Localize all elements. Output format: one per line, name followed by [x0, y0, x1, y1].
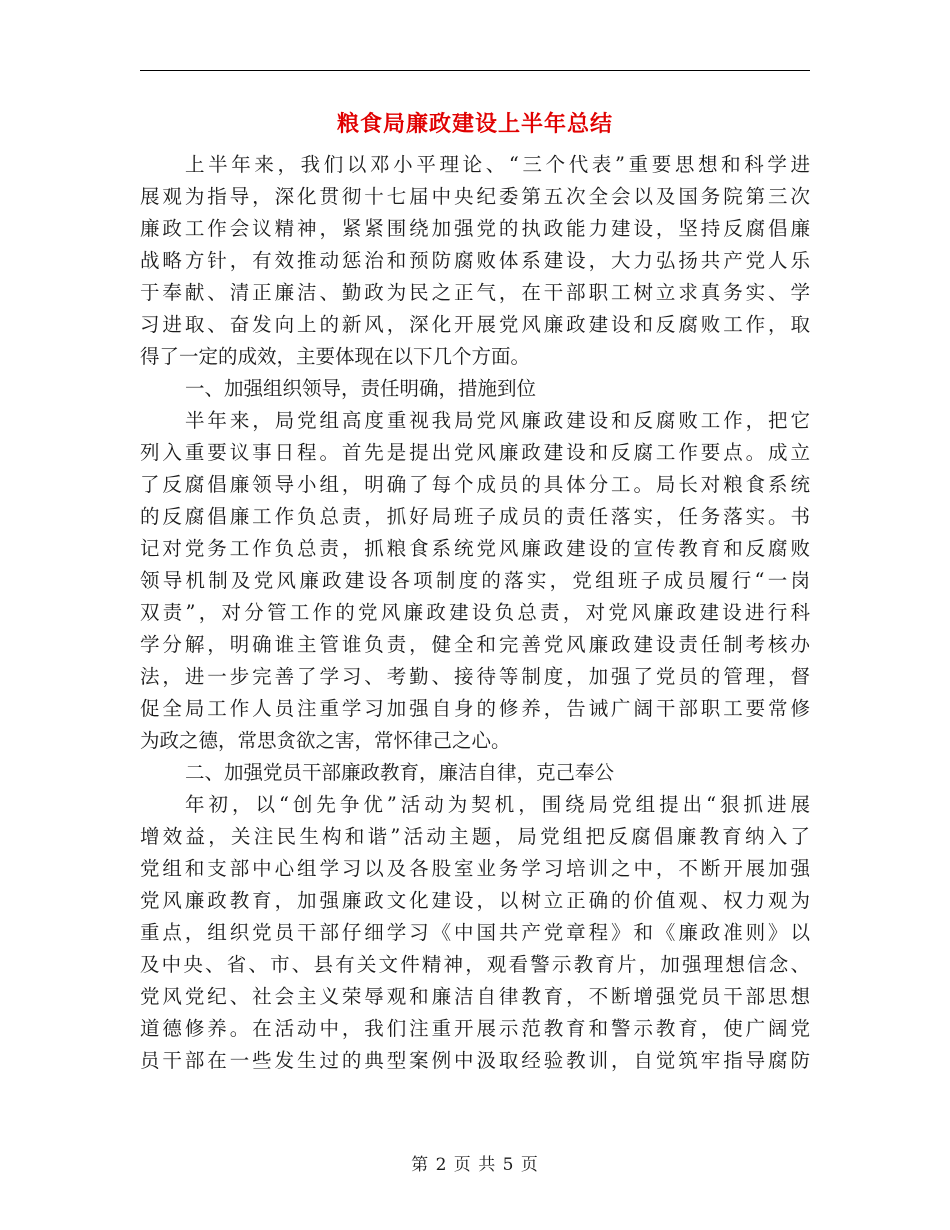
paragraph-line: 年初，以“创先争优”活动为契机，围绕局党组提出“狠抓进展 — [185, 793, 810, 816]
paragraph-line: 增效益，关注民生构和谐”活动主题，局党组把反腐倡廉教育纳入了 — [140, 825, 810, 848]
document-title: 粮食局廉政建设上半年总结 — [336, 111, 613, 137]
page-number: 第 2 页 共 5 页 — [411, 1155, 539, 1175]
paragraph-line: 党风党纪、社会主义荣辱观和廉洁自律教育，不断增强党员干部思想 — [140, 985, 810, 1008]
paragraph-line: 及中央、省、市、县有关文件精神，观看警示教育片，加强理想信念、 — [140, 953, 810, 976]
paragraph-line: 为政之德，常思贪欲之害，常怀律己之心。 — [140, 729, 511, 752]
paragraph-line: 战略方针，有效推动惩治和预防腐败体系建设，大力弘扬共产党人乐 — [140, 249, 810, 272]
section-heading: 二、加强党员干部廉政教育，廉洁自律，克己奉公 — [185, 761, 615, 784]
paragraph-line: 习进取、奋发向上的新风，深化开展党风廉政建设和反腐败工作，取 — [140, 313, 810, 336]
paragraph-line: 廉政工作会议精神，紧紧围绕加强党的执政能力建设，坚持反腐倡廉 — [140, 217, 810, 240]
paragraph-line: 学分解，明确谁主管谁负责，健全和完善党风廉政建设责任制考核办 — [140, 633, 810, 656]
paragraph-line: 法，进一步完善了学习、考勤、接待等制度，加强了党员的管理，督 — [140, 665, 810, 688]
section-heading: 一、加强组织领导，责任明确，措施到位 — [185, 377, 537, 400]
paragraph-line: 展观为指导，深化贯彻十七届中央纪委第五次全会以及国务院第三次 — [140, 185, 810, 208]
document-body — [140, 149, 810, 1077]
paragraph-line: 上半年来，我们以邓小平理论、“三个代表”重要思想和科学进 — [185, 153, 810, 176]
header-rule — [140, 70, 810, 71]
paragraph-line: 得了一定的成效，主要体现在以下几个方面。 — [140, 345, 531, 368]
paragraph-line: 促全局工作人员注重学习加强自身的修养，告诫广阔干部职工要常修 — [140, 697, 810, 720]
paragraph-line: 于奉献、清正廉洁、勤政为民之正气，在干部职工树立求真务实、学 — [140, 281, 810, 304]
paragraph-line: 记对党务工作负总责，抓粮食系统党风廉政建设的宣传教育和反腐败 — [140, 537, 810, 560]
paragraph-line: 员干部在一些发生过的典型案例中汲取经验教训，自觉筑牢指导腐防 — [140, 1049, 810, 1072]
paragraph-line: 了反腐倡廉领导小组，明确了每个成员的具体分工。局长对粮食系统 — [140, 473, 810, 496]
paragraph-line: 党组和支部中心组学习以及各股室业务学习培训之中，不断开展加强 — [140, 857, 810, 880]
paragraph-line: 领导机制及党风廉政建设各项制度的落实，党组班子成员履行“一岗 — [140, 569, 810, 592]
paragraph-line: 的反腐倡廉工作负总责，抓好局班子成员的责任落实，任务落实。书 — [140, 505, 810, 528]
paragraph-line: 道德修养。在活动中，我们注重开展示范教育和警示教育，使广阔党 — [140, 1017, 810, 1040]
paragraph-line: 列入重要议事日程。首先是提出党风廉政建设和反腐工作要点。成立 — [140, 441, 810, 464]
paragraph-line: 重点，组织党员干部仔细学习《中国共产党章程》和《廉政准则》以 — [140, 921, 810, 944]
paragraph-line: 双责”，对分管工作的党风廉政建设负总责，对党风廉政建设进行科 — [140, 601, 810, 624]
paragraph-line: 党风廉政教育，加强廉政文化建设，以树立正确的价值观、权力观为 — [140, 889, 810, 912]
paragraph-line: 半年来，局党组高度重视我局党风廉政建设和反腐败工作，把它 — [185, 409, 810, 432]
